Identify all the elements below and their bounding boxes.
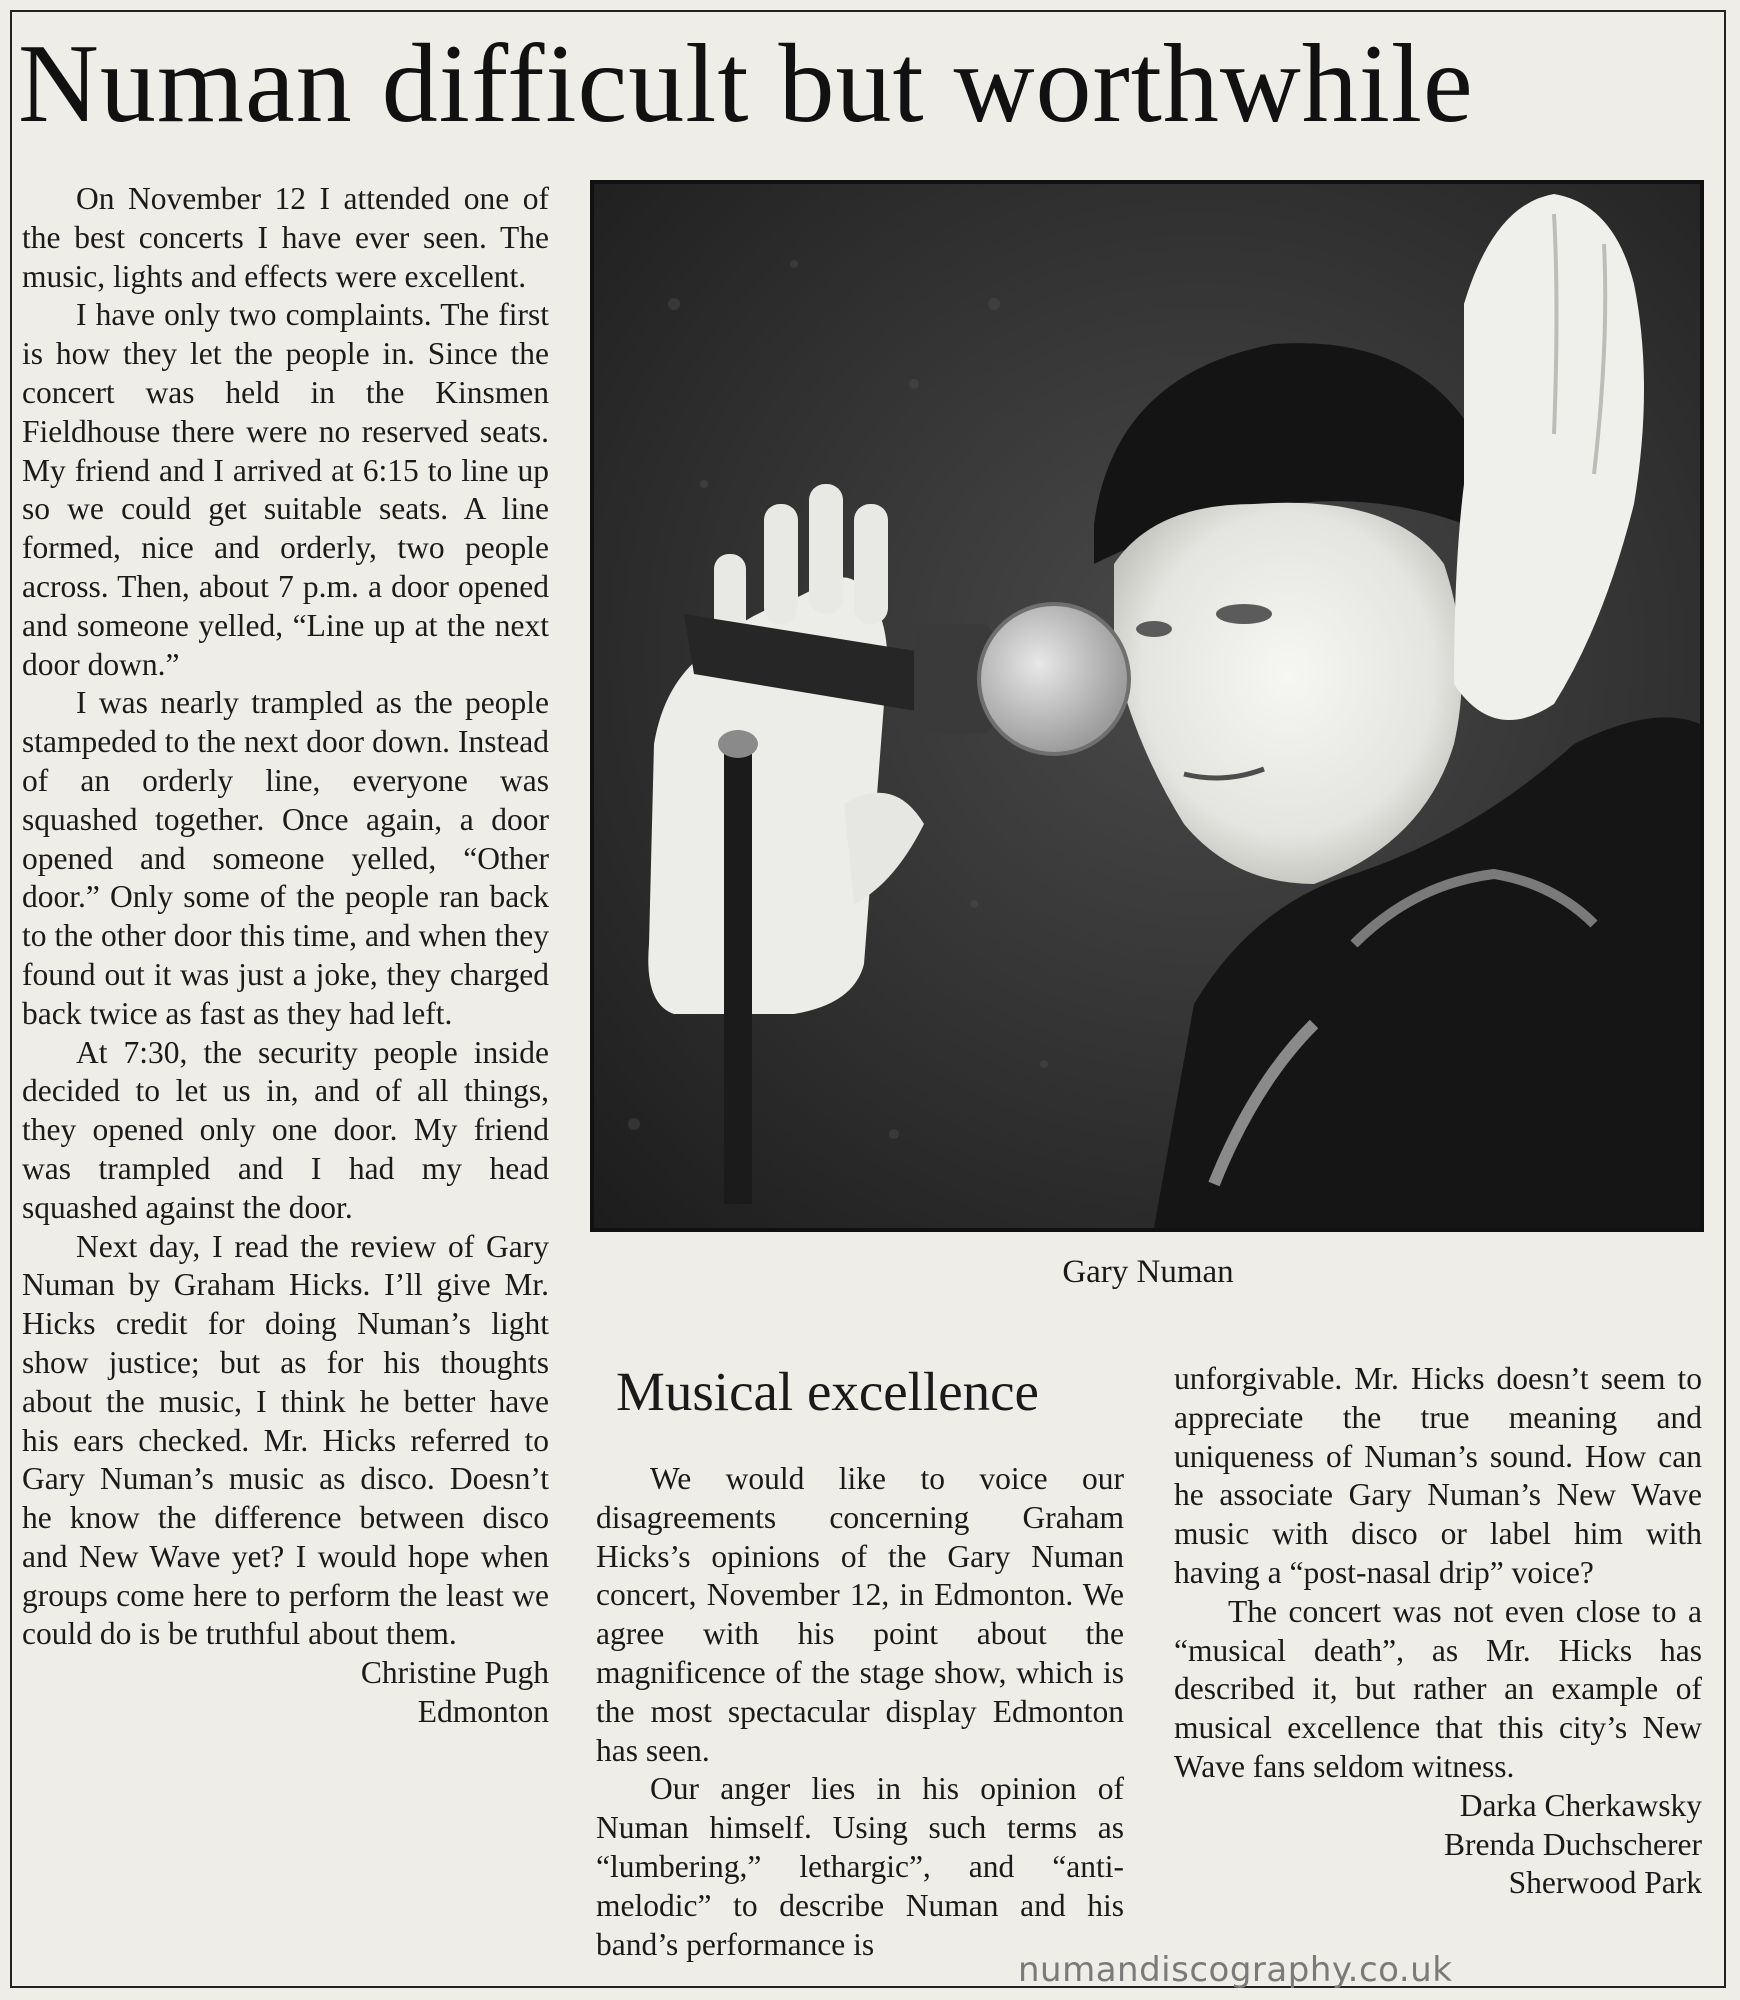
letter-two-title: Musical excellence bbox=[616, 1361, 1039, 1422]
headline: Numan difficult but worthwhile bbox=[18, 22, 1474, 146]
photo-caption: Gary Numan bbox=[1062, 1254, 1234, 1290]
concert-photo bbox=[590, 180, 1704, 1232]
watermark: numandiscography.co.uk bbox=[1018, 1950, 1453, 1990]
letter-two-location: Sherwood Park bbox=[1508, 1865, 1702, 1901]
letter-two-paragraph: We would like to voice our disagreements concerning Graham Hicks’s opinions of the Gary Numan concert, November 12, in Edmonton. We agree with his point about the magnificence of the stage show, which is the most spectacular display Edmonton has seen. bbox=[596, 1461, 1124, 1768]
letter-two-column-middle bbox=[596, 1460, 1124, 1964]
letter-one-paragraph: Next day, I read the review of Gary Numan by Graham Hicks. I’ll give Mr. Hicks credit for doing Numan’s light show justice; but as for his thoughts about the music, I think he better have his ears checked. Mr. Hicks referred to Gary Numan’s music as disco. Doesn’t he know the difference between disco and New Wave yet? I would hope when groups come here to perform the least we could do is be truthful about them. bbox=[22, 1228, 549, 1652]
letter-two-column-right bbox=[1174, 1360, 1702, 1903]
letter-two-paragraph: The concert was not even close to a “musical death”, as Mr. Hicks has described it, but rather an example of musical excellence that this city’s New Wave fans seldom witness. bbox=[1174, 1593, 1702, 1784]
letter-one-paragraph: On November 12 I attended one of the best concerts I have ever seen. The music, lights and effects were excellent. bbox=[22, 181, 549, 294]
letter-two-author: Darka Cherkawsky bbox=[1459, 1787, 1702, 1823]
letter-two-paragraph: unforgivable. Mr. Hicks doesn’t seem to appreciate the true meaning and uniqueness of Numan’s sound. How can he associate Gary Numan’s New Wave music with disco or label him with having a “post-nasal drip” voice? bbox=[1174, 1361, 1702, 1590]
letter-one-location: Edmonton bbox=[417, 1694, 549, 1730]
letter-two-paragraph: Our anger lies in his opinion of Numan himself. Using such terms as “lumbering,” lethargic”, and “anti-melodic” to describe Numan and his band’s performance is bbox=[596, 1771, 1124, 1962]
letter-one-paragraph: I was nearly trampled as the people stampeded to the next door down. Instead of an orderly line, everyone was squashed together. Once again, a door opened and someone yelled, “Other door.” Only some of the people ran back to the other door this time, and when they found out it was just a joke, they charged back twice as fast as they had left. bbox=[22, 685, 549, 1031]
letter-two-author: Brenda Duchscherer bbox=[1444, 1826, 1702, 1862]
letter-one-author: Christine Pugh bbox=[360, 1655, 549, 1691]
letter-one-paragraph: I have only two complaints. The first is how they let the people in. Since the concert was held in the Kinsmen Fieldhouse there were no reserved seats. My friend and I arrived at 6:15 to line up so we could get suitable seats. A line formed, nice and orderly, two people across. Then, about 7 p.m. a door opened and someone yelled, “Line up at the next door down.” bbox=[22, 297, 549, 682]
photo-illustration bbox=[594, 184, 1700, 1228]
letter-one-column bbox=[22, 180, 549, 1732]
letter-one-paragraph: At 7:30, the security people inside decided to let us in, and of all things, they opened only one door. My friend was trampled and I had my head squashed against the door. bbox=[22, 1034, 549, 1225]
